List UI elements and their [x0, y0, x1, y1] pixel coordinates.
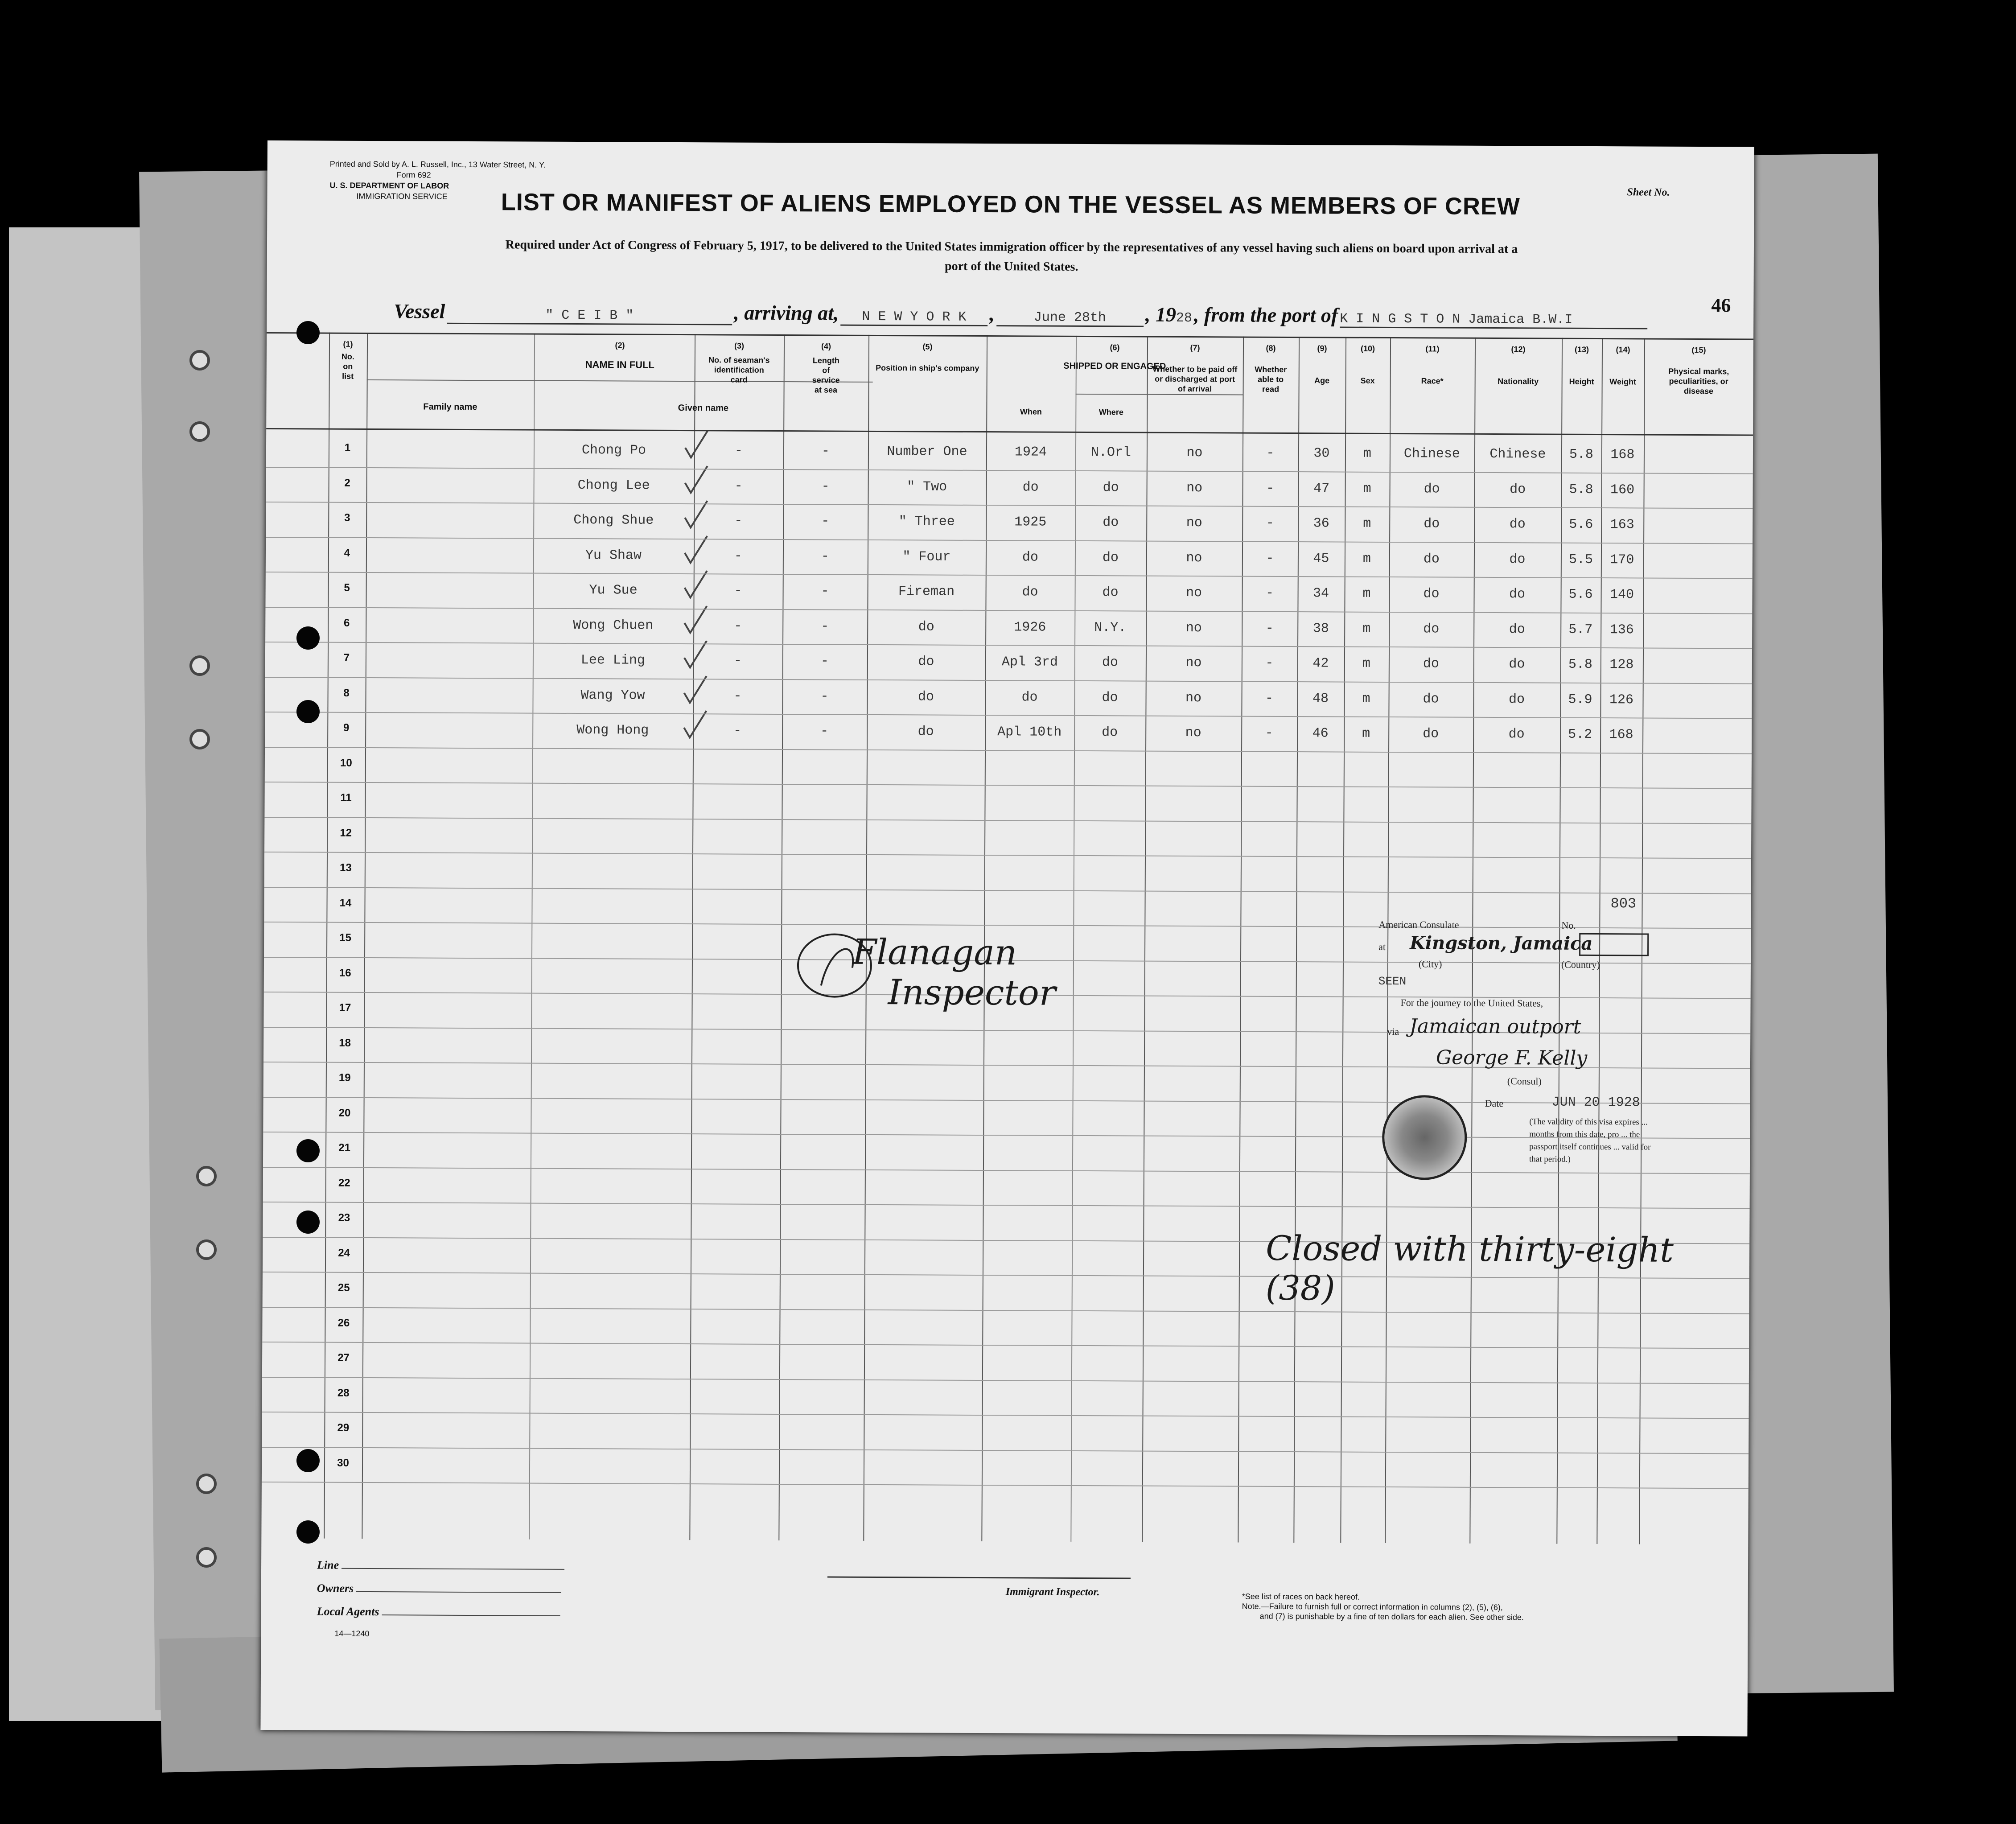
- col-header-name: (2) NAME IN FULL: [585, 341, 654, 371]
- check-mark-icon: [682, 605, 709, 636]
- table-cell-able-to-read: -: [1265, 725, 1273, 741]
- table-cell-paid-off: no: [1185, 655, 1202, 671]
- table-cell-when: do: [1022, 549, 1039, 565]
- table-cell-age: 45: [1313, 551, 1329, 566]
- inspector-signature: Flanagan: [852, 932, 1017, 973]
- table-cell-paid-off: no: [1186, 550, 1202, 566]
- row-number: 8: [343, 687, 350, 699]
- table-cell-weight: 170: [1610, 552, 1634, 568]
- table-cell-race: do: [1423, 551, 1440, 567]
- local-agents-label: Local Agents: [317, 1605, 379, 1618]
- row-rule: [264, 852, 1751, 859]
- table-cell-position: do: [918, 619, 934, 635]
- row-number: 15: [339, 931, 352, 944]
- row-number: 30: [337, 1457, 349, 1469]
- table-cell-given-name: Yu Sue: [589, 583, 638, 598]
- check-mark-icon: [683, 535, 709, 566]
- visa-date-label: Date: [1485, 1097, 1504, 1109]
- table-cell-age: 38: [1312, 621, 1329, 636]
- table-cell-given-name: Yu Shaw: [585, 548, 642, 564]
- table-cell-position: Fireman: [898, 584, 955, 600]
- punch-hole: [296, 1139, 320, 1162]
- col-header-no: (1) No. on list: [341, 339, 354, 381]
- footnote-fine-2: and (7) is punishable by a fine of ten dollars for each alien. See other side.: [1259, 1611, 1524, 1622]
- shipped-sub-rule: [1076, 394, 1243, 395]
- binder-hole: [196, 1166, 217, 1186]
- row-number: 6: [344, 617, 350, 629]
- table-cell-id-card: -: [733, 653, 742, 669]
- table-cell-id-card: -: [734, 618, 742, 634]
- requirement-line-2: port of the United States.: [944, 259, 1078, 274]
- row-number: 5: [344, 581, 350, 594]
- check-mark-icon: [683, 465, 710, 496]
- table-cell-service: -: [821, 618, 829, 634]
- col-header-family-name: Family name: [423, 402, 477, 412]
- footnotes: [1242, 1592, 1524, 1622]
- table-cell-sex: m: [1363, 481, 1371, 497]
- row-rule: [266, 502, 1753, 509]
- table-cell-able-to-read: -: [1265, 585, 1274, 601]
- table-cell-where: do: [1102, 725, 1118, 741]
- table-cell-weight: 163: [1610, 517, 1634, 533]
- row-rule: [262, 1412, 1749, 1419]
- table-cell-id-card: -: [733, 723, 742, 739]
- row-number: 14: [339, 897, 352, 909]
- col-header-when: When: [1020, 407, 1042, 416]
- table-cell-when: do: [1021, 689, 1038, 705]
- col-header-paid-off: (7) Whether to be paid off or discharged at port of arrival: [1152, 343, 1238, 394]
- row-number: 12: [340, 827, 352, 839]
- manifest-title: LIST OR MANIFEST OF ALIENS EMPLOYED ON THE VESSEL AS MEMBERS OF CREW: [501, 189, 1521, 220]
- from-port: K I N G S T O N Jamaica B.W.I: [1340, 311, 1647, 329]
- journey-text: For the journey to the United States,: [1400, 997, 1543, 1009]
- table-cell-weight: 168: [1609, 727, 1633, 743]
- table-cell-age: 48: [1312, 691, 1329, 706]
- table-cell-able-to-read: -: [1265, 691, 1274, 706]
- table-cell-nationality: do: [1509, 622, 1525, 637]
- footnote-fine-1: Note.—Failure to furnish full or correct information in columns (2), (5), (6),: [1242, 1602, 1503, 1612]
- table-cell-race: do: [1423, 656, 1439, 672]
- department: U. S. DEPARTMENT OF LABOR: [329, 181, 449, 190]
- table-cell-where: do: [1102, 690, 1118, 705]
- page-number: 46: [1711, 294, 1731, 317]
- col-header-given-name: Given name: [678, 403, 729, 413]
- consulate-label: American Consulate: [1378, 918, 1459, 931]
- table-cell-service: -: [821, 514, 830, 529]
- row-rule: [262, 1446, 1749, 1454]
- table-cell-sex: m: [1362, 691, 1370, 707]
- table-cell-nationality: do: [1509, 552, 1526, 567]
- check-mark-icon: [682, 675, 708, 706]
- table-cell-height: 5.2: [1568, 727, 1592, 742]
- table-cell-height: 5.8: [1569, 447, 1594, 462]
- table-cell-when: Apl 3rd: [1001, 655, 1058, 670]
- binder-hole: [196, 1547, 217, 1568]
- seen-stamp: SEEN: [1378, 974, 1407, 988]
- table-cell-given-name: Chong Po: [581, 443, 646, 458]
- row-rule: [265, 782, 1752, 789]
- immigrant-inspector-label: Immigrant Inspector.: [1005, 1586, 1100, 1598]
- table-cell-position: Number One: [887, 444, 967, 460]
- validity-note: (The validity of this visa expires ... months from this date, pro ... the passport itself continues ... valid for that period.): [1529, 1117, 1651, 1164]
- table-cell-service: -: [820, 688, 829, 704]
- punch-hole: [296, 1520, 320, 1544]
- consular-visa-stamp: [1373, 919, 1660, 1197]
- table-cell-service: -: [820, 654, 829, 669]
- table-cell-id-card: -: [734, 583, 742, 599]
- table-cell-given-name: Wong Hong: [576, 723, 649, 738]
- row-rule: [266, 536, 1753, 544]
- table-cell-nationality: Chinese: [1489, 446, 1546, 462]
- row-number: 11: [340, 791, 352, 804]
- col-header-race: (11) Race*: [1421, 344, 1444, 386]
- table-cell-id-card: -: [734, 443, 743, 459]
- check-mark-icon: [682, 710, 708, 741]
- table-cell-paid-off: no: [1186, 445, 1203, 461]
- year-suffix: 28: [1176, 310, 1193, 326]
- table-cell-paid-off: no: [1185, 690, 1202, 706]
- col-header-age: (9) Age: [1314, 344, 1330, 385]
- row-rule: [264, 886, 1751, 894]
- table-cell-position: do: [917, 724, 934, 740]
- table-cell-id-card: -: [734, 478, 743, 494]
- table-cell-height: 5.6: [1568, 587, 1593, 602]
- row-number: 9: [343, 721, 350, 734]
- voyage-line: Vessel " C E I B " , arriving at, N E W Y O R K , June 28th , 1928 , from the port of K I N G S T O N Jamaica B.W.I: [394, 299, 1647, 329]
- table-cell-where: do: [1103, 480, 1119, 495]
- table-cell-able-to-read: -: [1266, 551, 1274, 566]
- arriving-label: , arriving at,: [734, 301, 839, 325]
- row-rule: [264, 816, 1751, 824]
- row-rule: [265, 746, 1752, 754]
- arrival-port: N E W Y O R K: [840, 309, 987, 326]
- table-cell-paid-off: no: [1186, 515, 1202, 531]
- visa-date: JUN 20 1928: [1551, 1095, 1640, 1111]
- service: IMMIGRATION SERVICE: [356, 191, 448, 201]
- table-cell-able-to-read: -: [1266, 445, 1275, 461]
- table-cell-age: 34: [1312, 586, 1329, 601]
- table-cell-weight: 136: [1609, 622, 1634, 638]
- row-number: 27: [337, 1351, 350, 1364]
- weight-total: 803: [1610, 895, 1637, 912]
- from-label: , from the port of: [1193, 303, 1338, 327]
- table-cell-race: do: [1423, 691, 1439, 707]
- row-number: 26: [337, 1317, 350, 1329]
- table-cell-sex: m: [1362, 551, 1371, 567]
- table-cell-when: do: [1022, 585, 1038, 600]
- table-cell-height: 5.8: [1568, 657, 1592, 672]
- row-rule: [262, 1376, 1749, 1384]
- table-cell-service: -: [821, 444, 830, 459]
- punch-hole: [296, 1211, 320, 1234]
- row-number: 7: [343, 651, 350, 664]
- arrival-date: June 28th: [996, 310, 1144, 327]
- table-cell-age: 46: [1312, 726, 1329, 741]
- binder-hole: [189, 729, 210, 749]
- table-cell-race: Chinese: [1403, 446, 1461, 462]
- row-number: 23: [338, 1211, 350, 1224]
- table-cell-where: N.Orl: [1090, 445, 1131, 461]
- table-cell-where: do: [1102, 550, 1119, 565]
- inspector-signature-line: [827, 1577, 1131, 1579]
- row-number: 29: [337, 1421, 350, 1434]
- table-cell-weight: 126: [1609, 692, 1634, 708]
- table-cell-height: 5.9: [1568, 692, 1592, 708]
- row-rule: [262, 1342, 1749, 1349]
- row-number: 4: [344, 547, 350, 559]
- col-header-id-card: (3) No. of seaman's identification card: [708, 341, 770, 384]
- table-cell-weight: 160: [1610, 482, 1635, 498]
- col-header-marks: (15) Physical marks, peculiarities, or disease: [1668, 345, 1729, 396]
- row-number: 1: [344, 441, 351, 454]
- col-header-position: (5) Position in ship's company: [876, 342, 979, 373]
- table-cell-when: Apl 10th: [997, 725, 1062, 740]
- table-cell-able-to-read: -: [1265, 655, 1274, 671]
- table-cell-weight: 168: [1610, 447, 1635, 463]
- table-cell-id-card: -: [734, 548, 743, 564]
- line-label: Line: [317, 1558, 339, 1572]
- table-cell-sex: m: [1362, 621, 1371, 637]
- row-rule: [265, 676, 1752, 684]
- table-cell-race: do: [1424, 516, 1440, 532]
- country-label: (Country): [1561, 959, 1600, 971]
- table-cell-nationality: do: [1510, 482, 1526, 497]
- row-number: 3: [344, 511, 350, 524]
- table-cell-given-name: Chong Lee: [577, 478, 650, 494]
- table-cell-nationality: do: [1508, 727, 1525, 742]
- table-cell-when: 1925: [1014, 515, 1047, 530]
- consulate-number-box: [1579, 933, 1649, 956]
- table-cell-given-name: Wong Chuen: [573, 618, 654, 634]
- row-number: 2: [344, 477, 350, 489]
- check-mark-icon: [683, 570, 709, 601]
- table-top-rule: [267, 332, 1753, 340]
- col-header-height: (13) Height: [1569, 345, 1594, 386]
- col-header-weight: (14) Weight: [1609, 345, 1637, 387]
- binder-hole: [196, 1474, 217, 1494]
- row-number: 20: [338, 1107, 351, 1119]
- row-rule: [265, 712, 1752, 719]
- manifest-sheet: [260, 140, 1754, 1737]
- table-cell-when: 1926: [1014, 619, 1046, 635]
- table-cell-where: do: [1102, 585, 1119, 601]
- table-cell-where: N.Y.: [1094, 620, 1127, 635]
- col-header-where: Where: [1099, 408, 1123, 417]
- via-label: via: [1387, 1025, 1399, 1038]
- row-number: 25: [337, 1281, 350, 1294]
- year-prefix: , 19: [1145, 303, 1177, 326]
- table-cell-service: -: [821, 478, 830, 494]
- row-number: 19: [338, 1071, 351, 1084]
- table-cell-when: do: [1022, 479, 1039, 495]
- table-cell-position: " Three: [898, 514, 955, 530]
- form-code: 14—1240: [334, 1629, 370, 1639]
- table-cell-age: 47: [1313, 481, 1330, 496]
- punch-hole: [296, 1449, 320, 1472]
- table-cell-position: do: [917, 689, 934, 705]
- table-cell-height: 5.6: [1569, 517, 1593, 532]
- row-number: 28: [337, 1387, 350, 1399]
- table-cell-position: " Two: [907, 479, 947, 495]
- table-cell-paid-off: no: [1186, 585, 1202, 601]
- check-mark-icon: [682, 640, 709, 671]
- table-cell-given-name: Lee Ling: [580, 653, 646, 668]
- row-number: 16: [339, 967, 351, 979]
- table-cell-nationality: do: [1509, 517, 1526, 532]
- table-cell-nationality: do: [1508, 692, 1525, 707]
- header-bottom-rule: [266, 428, 1753, 436]
- closed-note: Closed with thirty-eight (38): [1265, 1228, 1674, 1308]
- table-cell-height: 5.7: [1568, 622, 1593, 638]
- table-cell-given-name: Chong Shue: [573, 513, 654, 528]
- table-cell-race: do: [1423, 586, 1440, 602]
- table-cell-able-to-read: -: [1265, 621, 1274, 636]
- table-cell-where: do: [1103, 515, 1119, 531]
- table-cell-when: 1924: [1014, 445, 1047, 460]
- table-cell-able-to-read: -: [1266, 515, 1274, 531]
- row-number: 22: [338, 1177, 350, 1189]
- table-cell-position: " Four: [902, 549, 951, 565]
- table-cell-nationality: do: [1509, 657, 1525, 672]
- via-value: Jamaican outport: [1409, 1015, 1581, 1038]
- table-cell-nationality: do: [1509, 587, 1526, 602]
- table-cell-paid-off: no: [1185, 620, 1202, 636]
- requirement-line-1: Required under Act of Congress of February 5, 1917, to be delivered to the United States immigration officer by the representatives of any vessel having such aliens on board upon arrival at a: [505, 238, 1518, 256]
- table-cell-race: do: [1423, 726, 1439, 742]
- table-cell-age: 30: [1313, 446, 1330, 461]
- col-header-able-to-read: (8) Whether able to read: [1255, 343, 1287, 394]
- col-header-nationality: (12) Nationality: [1498, 345, 1539, 386]
- table-cell-able-to-read: -: [1266, 481, 1275, 496]
- row-number: 13: [339, 861, 352, 874]
- check-mark-icon: [683, 500, 709, 531]
- consulate-place: Kingston, Jamaica: [1410, 932, 1593, 954]
- row-rule: [263, 1202, 1750, 1209]
- table-cell-service: -: [821, 584, 829, 599]
- table-cell-position: do: [918, 654, 934, 670]
- city-label: (City): [1418, 958, 1442, 970]
- table-cell-race: do: [1424, 481, 1440, 497]
- row-number: 17: [339, 1001, 351, 1014]
- col-header-service: (4) Length of service at sea: [812, 342, 840, 395]
- table-cell-where: do: [1102, 655, 1118, 671]
- punch-hole: [296, 321, 320, 344]
- owners-label: Owners: [317, 1581, 354, 1595]
- vessel-name: " C E I B ": [447, 308, 732, 325]
- col-header-sex: (10) Sex: [1360, 344, 1375, 385]
- requirement-text: [383, 235, 1640, 279]
- row-number: 24: [338, 1247, 350, 1259]
- binder-hole: [189, 655, 210, 676]
- table-cell-paid-off: no: [1185, 725, 1201, 741]
- table-cell-weight: 140: [1609, 587, 1634, 603]
- punch-hole: [296, 626, 320, 650]
- table-cell-id-card: -: [733, 688, 742, 704]
- footer-left: [317, 1559, 564, 1640]
- table-cell-age: 42: [1312, 656, 1329, 671]
- row-number: 18: [339, 1037, 351, 1049]
- binder-hole: [189, 350, 210, 371]
- vessel-label: Vessel: [394, 300, 445, 323]
- table-cell-sex: m: [1362, 726, 1370, 741]
- table-cell-sex: m: [1362, 586, 1371, 601]
- table-cell-weight: 128: [1609, 657, 1634, 673]
- table-cell-given-name: Wang Yow: [580, 688, 645, 704]
- inspector-title: Inspector: [888, 972, 1056, 1013]
- check-mark-icon: [683, 430, 710, 461]
- row-number: 21: [338, 1141, 351, 1154]
- consulate-seal: [1382, 1095, 1467, 1180]
- table-cell-height: 5.5: [1568, 552, 1593, 568]
- row-number: 10: [340, 757, 352, 769]
- row-rule: [265, 642, 1752, 649]
- row-rule: [266, 572, 1753, 579]
- table-cell-service: -: [820, 724, 829, 739]
- printer-line: Printed and Sold by A. L. Russell, Inc., 13 Water Street, N. Y.: [329, 159, 546, 169]
- table-cell-sex: m: [1363, 446, 1372, 461]
- consul-signature: George F. Kelly: [1436, 1046, 1588, 1070]
- sheet-number-label: Sheet No.: [1627, 186, 1670, 198]
- consulate-at: at: [1378, 941, 1386, 952]
- binder-hole: [196, 1239, 217, 1260]
- binder-hole: [189, 421, 210, 442]
- punch-hole: [296, 700, 320, 723]
- table-cell-height: 5.8: [1569, 482, 1593, 498]
- row-rule: [262, 1482, 1749, 1489]
- table-cell-age: 36: [1313, 516, 1329, 531]
- table-cell-race: do: [1423, 621, 1440, 637]
- consul-title: (Consul): [1507, 1075, 1542, 1087]
- form-number: Form 692: [396, 170, 431, 180]
- table-cell-service: -: [821, 548, 830, 564]
- col-header-shipped: (6) SHIPPED OR ENGAGED: [1063, 343, 1166, 371]
- footnote-races: *See list of races on back hereof.: [1242, 1592, 1360, 1602]
- row-rule: [265, 606, 1752, 614]
- table-cell-paid-off: no: [1186, 480, 1203, 496]
- table-cell-id-card: -: [734, 513, 743, 529]
- consulate-no: No.: [1561, 919, 1576, 931]
- table-cell-sex: m: [1363, 516, 1371, 531]
- row-rule: [266, 466, 1753, 474]
- table-cell-sex: m: [1362, 656, 1370, 671]
